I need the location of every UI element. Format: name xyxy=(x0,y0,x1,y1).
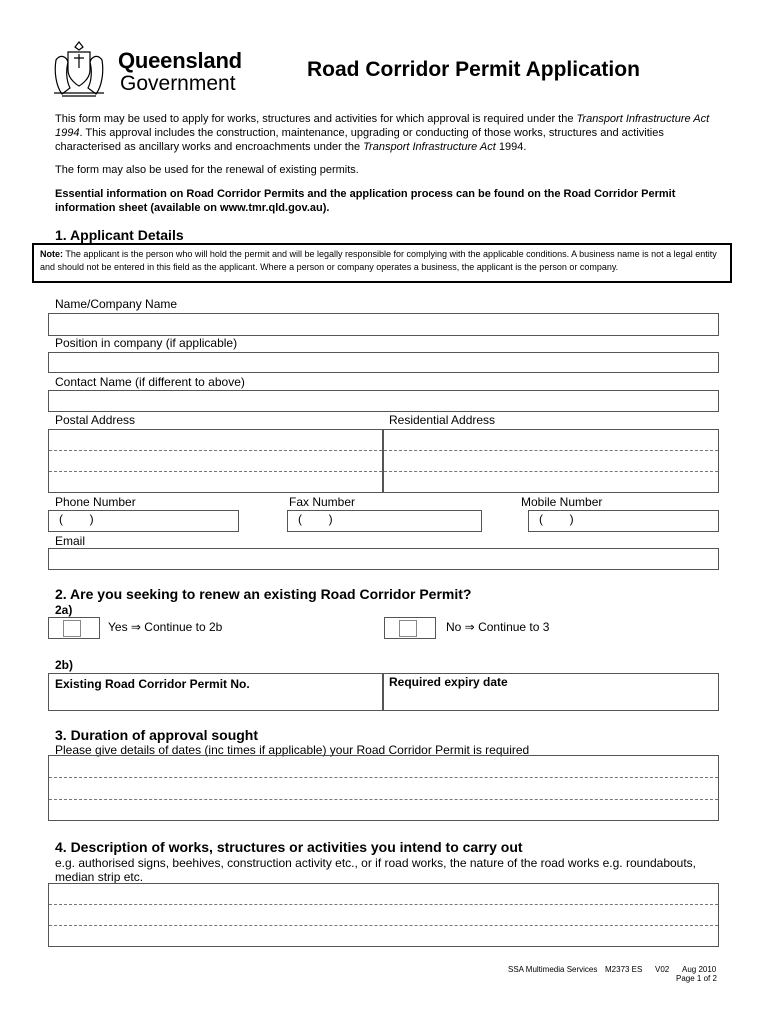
info-paragraph: Essential information on Road Corridor Permits and the application process can be found on the Road Corridor Permit information sheet (available on www.tmr.qld.gov.au). xyxy=(55,188,676,214)
permit-number-field[interactable] xyxy=(48,673,383,711)
works-field[interactable] xyxy=(48,883,719,947)
applicant-note: Note: The applicant is the person who will hold the permit and will be legally responsible for complying with the applicable conditions. A business name is not a legal entity and should not be entered in this field as the applicant. Where a person or company operates a business, the applicant is the person or company. xyxy=(32,243,732,283)
phone-field[interactable]: ( ) xyxy=(48,510,239,532)
permit-number-label: Existing Road Corridor Permit No. xyxy=(55,677,250,691)
no-checkbox[interactable] xyxy=(384,617,436,639)
residential-address-label: Residential Address xyxy=(389,413,496,427)
email-field[interactable] xyxy=(48,548,719,570)
renewal-paragraph: The form may also be used for the renewal of existing permits. xyxy=(55,164,359,176)
yes-checkbox[interactable] xyxy=(48,617,100,639)
postal-address-field[interactable] xyxy=(48,429,383,493)
footer-code: M2373 ES xyxy=(605,965,643,974)
duration-description: Please give details of dates (inc times if applicable) your Road Corridor Permit is required xyxy=(55,743,530,757)
section-3-heading: 3. Duration of approval sought xyxy=(55,727,259,743)
section-2-heading: 2. Are you seeking to renew an existing Road Corridor Permit? xyxy=(55,586,472,602)
postal-address-label: Postal Address xyxy=(55,413,136,427)
expiry-date-field[interactable] xyxy=(383,673,719,711)
no-label: No ⇒ Continue to 3 xyxy=(446,620,550,634)
expiry-date-label: Required expiry date xyxy=(389,675,508,689)
position-label: Position in company (if applicable) xyxy=(55,336,238,350)
works-description: e.g. authorised signs, beehives, construction activity etc., or if road works, the nature of the road works e.g. roundabouts, median strip etc. xyxy=(55,856,697,884)
sub-2b-label: 2b) xyxy=(55,658,73,672)
act-name: Transport Infrastructure Act xyxy=(363,141,496,153)
name-field[interactable] xyxy=(48,313,719,336)
contact-label: Contact Name (if different to above) xyxy=(55,375,245,389)
form-title: Road Corridor Permit Application xyxy=(307,58,640,81)
fax-field[interactable]: ( ) xyxy=(287,510,482,532)
duration-field[interactable] xyxy=(48,755,719,821)
section-1-heading: 1. Applicant Details xyxy=(55,227,184,243)
residential-address-field[interactable] xyxy=(383,429,719,493)
intro-paragraph: This form may be used to apply for works, structures and activities for which approval is required under the Transport Infrastructure Act 1994. This approval includes the construction, maintenance, upgrading or conducting of those works, structures and activities characterised as ancillary works and encroachments under the Transport Infrastructure Act 1994. xyxy=(55,113,710,153)
yes-label: Yes ⇒ Continue to 2b xyxy=(108,620,223,634)
mobile-label: Mobile Number xyxy=(521,495,603,509)
email-label: Email xyxy=(55,534,86,548)
footer-page: Page 1 of 2 xyxy=(676,974,717,983)
logo-queensland-text: Queensland xyxy=(118,48,242,73)
contact-field[interactable] xyxy=(48,390,719,412)
name-label: Name/Company Name xyxy=(55,297,178,311)
section-4-heading: 4. Description of works, structures or activities you intend to carry out xyxy=(55,839,523,855)
footer-version: V02 xyxy=(655,965,670,974)
sub-2a-label: 2a) xyxy=(55,603,73,617)
act-name: Transport Infrastructure Act 1994 xyxy=(55,113,710,139)
logo-government-text: Government xyxy=(120,72,236,95)
footer-date: Aug 2010 xyxy=(682,965,717,974)
position-field[interactable] xyxy=(48,352,719,373)
fax-label: Fax Number xyxy=(289,495,356,509)
phone-label: Phone Number xyxy=(55,495,136,509)
coat-of-arms-logo xyxy=(48,38,110,100)
mobile-field[interactable]: ( ) xyxy=(528,510,719,532)
footer-org: SSA Multimedia Services xyxy=(508,965,598,974)
